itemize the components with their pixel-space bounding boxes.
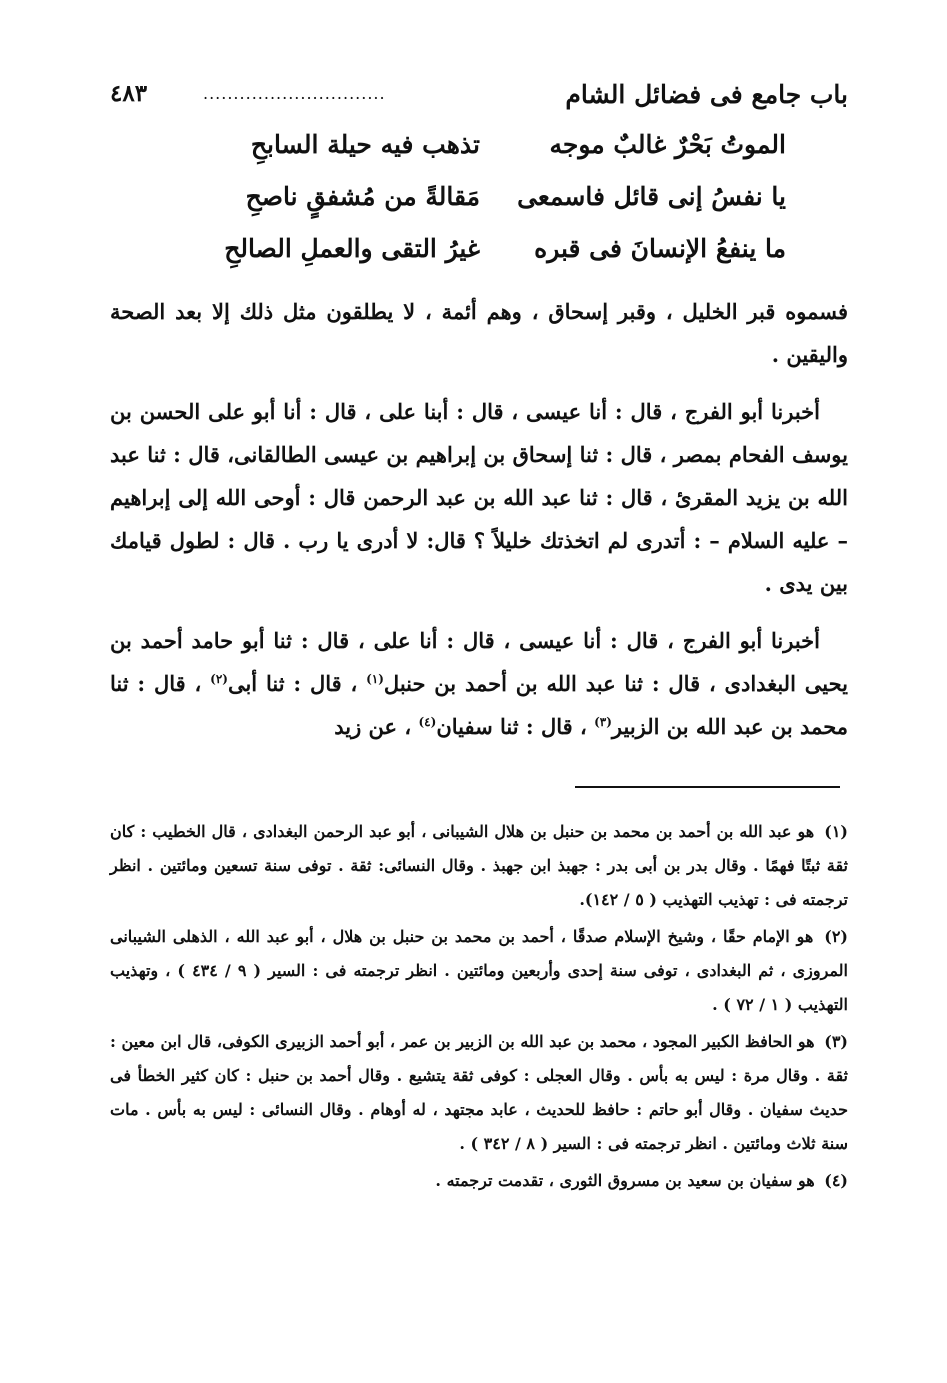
verse-first-hemistich: الموتُ بَحْرٌ غالبٌ موجه [549, 130, 786, 159]
footnote [110, 815, 848, 917]
footnote-text: هو عبد الله بن أحمد بن محمد بن حنبل بن هلال الشيبانى ، أبو عبد الرحمن البغدادى ، قال الخطيب : كان ثقة ثبتًا فهمًا . وقال بدر بن أبى بدر : جهبذ ابن جهبذ . وقال النسائى: ثقة . توفى سنة تسعين ومائتين . انظر ترجمته فى : تهذيب التهذيب ( ٥ / ١٤٢). [110, 822, 849, 909]
verse-second-hemistich: مَقالةً من مُشفقٍ ناصحِ [245, 182, 480, 211]
footnotes [110, 815, 848, 1201]
footnote-number: (١) [824, 822, 848, 841]
verse-line [110, 182, 848, 234]
page-number: ٤٨٣ [110, 80, 148, 107]
footnote-text: هو الحافظ الكبير المجود ، محمد بن عبد الله بن الزبير بن عمر ، أبو أحمد الزبيرى الكوفى، قال ابن معين : ثقة . وقال مرة : ليس به بأس . وقال العجلى : كوفى ثقة يتشيع . وقال أحمد بن حنبل : كان كثير الخطأ فى حديث سفيان . وقال أبو حاتم : حافظ للحديث ، عابد مجتهد ، له أوهام . وقال النسائى : ليس به بأس . مات سنة ثلاث ومائتين . انظر ترجمته فى : السير ( ٨ / ٣٤٢ ) . [110, 1032, 848, 1153]
leader-dots: .............................. [203, 84, 386, 103]
footnote [110, 1164, 848, 1198]
paragraph-text: ، قال : ثنا سفيان [436, 714, 595, 739]
paragraph-text: ، قال : ثنا محمد بن عبد الله بن الزبير [110, 671, 848, 739]
footnote-ref[interactable]: (١) [366, 672, 384, 686]
paragraph: أخبرنا أبو الفرج ، قال : أنا عيسى ، قال : أبنا على ، قال : أنا أبو على الحسن بن يوسف الفحام بمصر ، قال : ثنا إسحاق بن إبراهيم بن عيسى الطالقانى، قال : ثنا عبد الله بن يزيد المقرئ ، قال : ثنا عبد الله بن عبد الرحمن قال : أوحى الله إلى إبراهيم – عليه السلام – : أتدرى لم اتخذتك خليلاً ؟ قال: لا أدرى يا رب . قال : لطول قيامك بين يدى . [110, 399, 848, 596]
verse-second-hemistich: تذهب فيه حيلة السابحِ [250, 130, 480, 159]
footnote-ref[interactable]: (٢) [210, 672, 228, 686]
footnote-number: (٢) [824, 927, 848, 946]
verse-second-hemistich: غيرُ التقى والعملِ الصالحِ [224, 234, 480, 263]
verse-line [110, 130, 848, 182]
footnote-separator [575, 786, 840, 788]
paragraph: فسموه قبر الخليل ، وقبر إسحاق ، وهم أئمة ، لا يطلقون مثل ذلك إلا بعد الصحة واليقين . [110, 299, 848, 367]
paragraph-text: ، قال : ثنا أبى [227, 671, 367, 696]
verse-line [110, 234, 848, 286]
verse-first-hemistich: ما ينفعُ الإنسانَ فى قبره [534, 234, 786, 263]
main-text [110, 290, 848, 762]
footnote-number: (٤) [824, 1171, 848, 1190]
paragraph-text: أخبرنا أبو الفرج ، قال : أنا عيسى ، قال : أنا على ، قال : ثنا أبو حامد أحمد بن يحيى البغدادى ، قال : ثنا عبد الله بن أحمد بن حنبل [110, 628, 848, 696]
footnote-text: هو سفيان بن سعيد بن مسروق الثورى ، تقدمت ترجمته . [435, 1171, 815, 1190]
footnote-text: هو الإمام حقًا ، وشيخ الإسلام صدقًا ، أحمد بن محمد بن حنبل بن هلال ، أبو عبد الله ، الذهلى الشيبانى المروزى ، ثم البغدادى ، توفى سنة إحدى وأربعين ومائتين . انظر ترجمته فى : السير ( ٩ / ٤٣٤ ) ، وتهذيب التهذيب ( ١ / ٧٢ ) . [110, 927, 849, 1014]
footnote [110, 1025, 848, 1161]
poem [110, 130, 848, 286]
verse-first-hemistich: يا نفسُ إنى قائل فاسمعى [517, 182, 786, 211]
chapter-title: باب جامع فى فضائل الشام [565, 80, 848, 109]
running-header [110, 80, 848, 120]
footnote-ref[interactable]: (٤) [418, 715, 437, 729]
paragraph [110, 619, 848, 748]
footnote-number: (٣) [824, 1032, 848, 1051]
footnote [110, 920, 848, 1022]
paragraph-text: ، عن زيد [334, 714, 419, 739]
footnote-ref[interactable]: (٣) [594, 715, 612, 729]
